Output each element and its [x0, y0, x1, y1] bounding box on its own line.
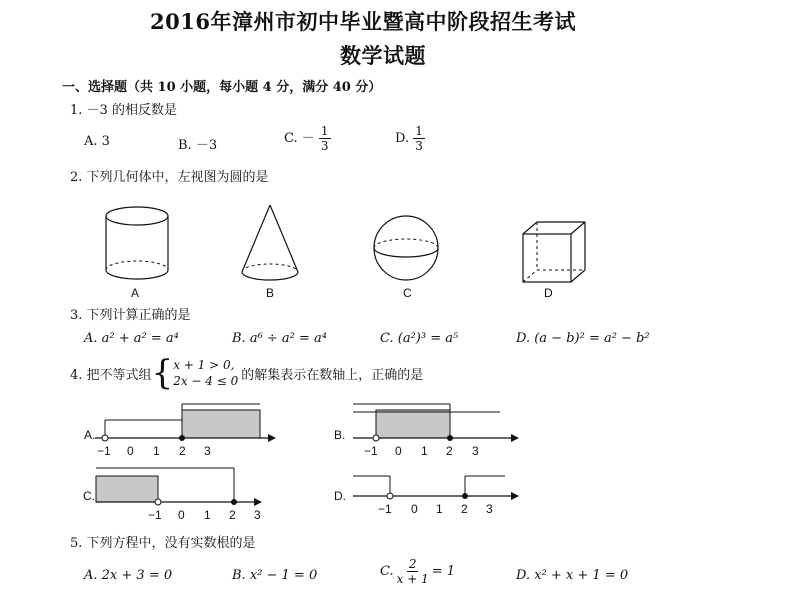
q2-label-b: B: [266, 286, 275, 300]
q5-c-prefix: C.: [380, 564, 394, 579]
q5-option-c: [380, 557, 455, 586]
q3-option-b: B. a⁶ ÷ a² = a⁴: [232, 331, 328, 346]
q1-option-b: B. －3: [178, 138, 218, 153]
exam-subtitle: 数学试题: [340, 43, 426, 68]
section-heading: 一、选择题（共 10 小题，每小题 4 分，满分 40 分）: [62, 80, 382, 95]
tick-a-3: 3: [204, 444, 211, 458]
tick-c-neg1: −1: [148, 508, 162, 522]
tick-b-neg1: −1: [364, 444, 378, 458]
tick-a-0: 0: [127, 444, 134, 458]
q4-label-d: D.: [334, 489, 346, 503]
cone-figure: [230, 200, 310, 290]
cube-figure: [515, 218, 590, 288]
q1-stem: 1. －3 的相反数是: [70, 103, 177, 118]
tick-c-1: 1: [204, 508, 211, 522]
q5-option-b: B. x² − 1 = 0: [232, 568, 318, 583]
number-line-d: [345, 462, 525, 508]
q1-d-fraction: [413, 124, 425, 153]
q5-c-den: x + 1: [396, 572, 429, 586]
q5-c-num: 2: [408, 557, 417, 571]
q2-label-c: C: [403, 286, 412, 300]
q4-ineq-1: x + 1 > 0,: [173, 358, 235, 372]
tick-d-1: 1: [436, 502, 443, 516]
q5-stem: 5. 下列方程中，没有实数根的是: [70, 536, 256, 551]
q1-c-den: 3: [320, 139, 329, 153]
q4-stem: [70, 353, 424, 393]
number-line-c: [80, 462, 270, 508]
q5-c-suffix: = 1: [431, 564, 456, 579]
exam-title: 2016年漳州市初中毕业暨高中阶段招生考试: [150, 9, 576, 34]
q3-option-d: D. (a − b)² = a² − b²: [516, 331, 650, 346]
q5-option-d: D. x² + x + 1 = 0: [516, 568, 629, 583]
q2-label-d: D: [544, 286, 553, 300]
q1-d-num: 1: [415, 124, 423, 138]
q5-option-a: A. 2x + 3 = 0: [84, 568, 173, 583]
brace-symbol: {: [151, 353, 174, 393]
q2-stem: 2. 下列几何体中，左视图为圆的是: [70, 170, 269, 185]
tick-c-0: 0: [178, 508, 185, 522]
q5-c-fraction: [397, 557, 429, 586]
q3-stem: 3. 下列计算正确的是: [70, 308, 191, 323]
q4-stem-pre: 4. 把不等式组: [70, 367, 152, 383]
tick-a-2: 2: [179, 444, 186, 458]
q1-c-prefix: C. －: [284, 131, 315, 146]
tick-d-neg1: −1: [378, 502, 392, 516]
sphere-figure: [370, 212, 444, 286]
tick-b-0: 0: [395, 444, 402, 458]
q3-option-a: A. a² + a² = a⁴: [84, 331, 179, 346]
tick-c-2: 2: [229, 508, 236, 522]
tick-a-1: 1: [153, 444, 160, 458]
q4-ineq-2: 2x − 4 ≤ 0: [173, 374, 239, 388]
q3-option-c: C. (a²)³ = a⁵: [380, 331, 459, 346]
q4-label-b: B.: [334, 428, 346, 442]
q1-option-a: A. 3: [84, 134, 110, 149]
inequality-system: [173, 357, 238, 389]
q4-label-c: C.: [83, 489, 95, 503]
q4-label-a: A.: [84, 428, 96, 442]
q1-c-fraction: [319, 124, 331, 153]
tick-b-3: 3: [472, 444, 479, 458]
tick-b-2: 2: [446, 444, 453, 458]
cylinder-figure: [95, 200, 185, 290]
q1-d-prefix: D.: [395, 131, 410, 146]
q4-stem-post: 的解集表示在数轴上，正确的是: [241, 367, 424, 383]
q1-option-c: [284, 124, 331, 153]
tick-d-2: 2: [461, 502, 468, 516]
tick-d-0: 0: [411, 502, 418, 516]
tick-d-3: 3: [486, 502, 493, 516]
tick-b-1: 1: [421, 444, 428, 458]
tick-a-neg1: −1: [97, 444, 111, 458]
tick-c-3: 3: [254, 508, 261, 522]
q1-option-d: [395, 124, 425, 153]
q2-label-a: A: [131, 286, 140, 300]
q1-c-num: 1: [320, 124, 329, 138]
q1-d-den: 3: [415, 139, 423, 153]
